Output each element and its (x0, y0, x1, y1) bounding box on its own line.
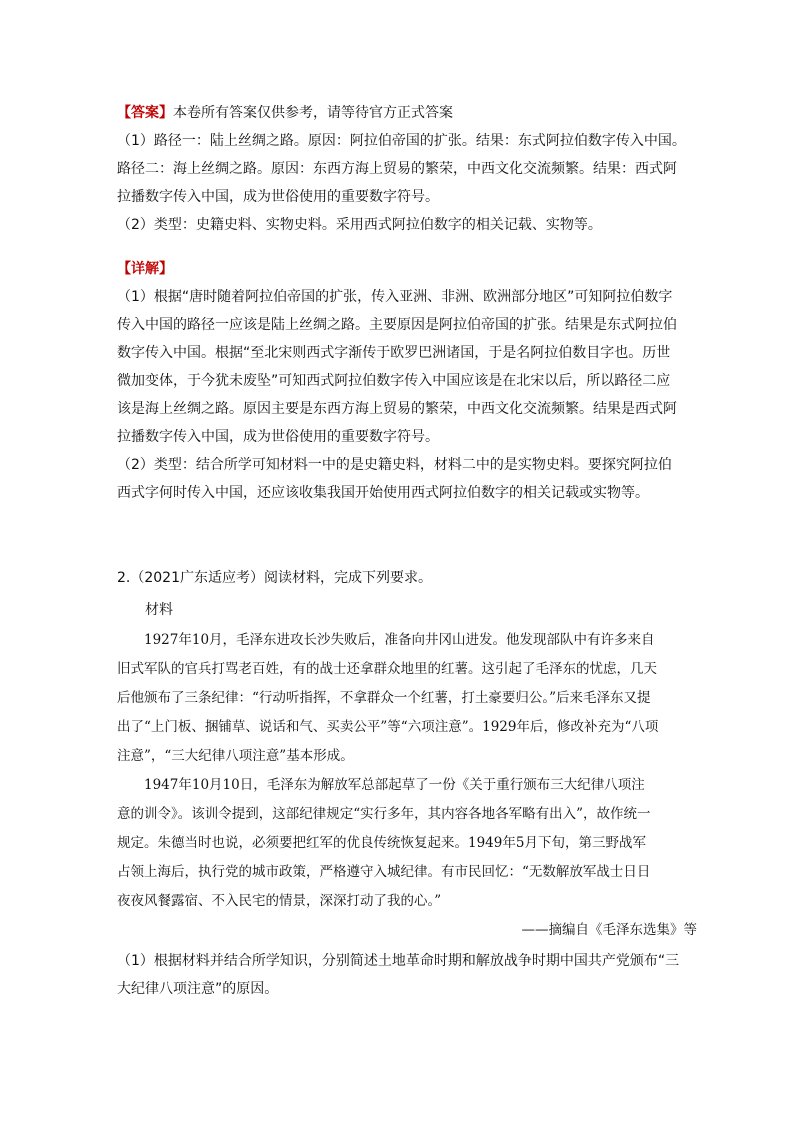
material-line: 出了“上门板、捆铺草、说话和气、买卖公平”等“六项注意”。1929年后，修改补充为“八项 (117, 719, 659, 735)
detail-line: （1）根据“唐时随着阿拉伯帝国的扩张，传入亚洲、非洲、欧洲部分地区”可知阿拉伯数字 (117, 289, 673, 305)
detail-line: 微加变体，于今犹未废坠”可知西式阿拉伯数字传入中国应该是在北宋以后，所以路径二应 (117, 373, 671, 389)
question-heading: 2.（2021广东适应考）阅读材料，完成下列要求。 (117, 570, 432, 586)
material-line: 意的训令》。该训令提到，这部纪律规定“实行多年，其内容各地各军略有出入”，故作统一 (117, 806, 651, 822)
detail-line: （2）类型：结合所学可知材料一中的是史籍史料，材料二中的是实物史料。要探究阿拉伯 (117, 457, 672, 473)
detail-tag: 【详解】 (117, 261, 173, 277)
detail-line: 西式字何时传入中国，还应该收集我国开始使用西式阿拉伯数字的相关记载或实物等。 (117, 485, 649, 501)
detail-line: 该是海上丝绸之路。原因主要是东西方海上贸易的繁荣，中西文化交流频繁。结果是西式阿 (117, 401, 677, 417)
answer-line: 拉播数字传入中国，成为世俗使用的重要数字符号。 (117, 189, 439, 205)
answer-line: （1）路径一：陆上丝绸之路。原因：阿拉伯帝国的扩张。结果：东式阿拉伯数字传入中国。 (117, 133, 686, 149)
material-text (117, 626, 697, 916)
detail-line: 拉播数字传入中国，成为世俗使用的重要数字符号。 (117, 429, 439, 445)
answer-section (117, 99, 697, 239)
material-label: 材料 (145, 602, 173, 618)
answer-line: （2）类型：史籍史料、实物史料。采用西式阿拉伯数字的相关记载、实物等。 (117, 217, 602, 233)
material-line: 后他颁布了三条纪律：“行动听指挥，不拿群众一个红薯，打土豪要归公。”后来毛泽东又提 (117, 690, 651, 706)
sub-question-1 (117, 947, 697, 1003)
answer-note: 本卷所有答案仅供参考，请等待官方正式答案 (173, 105, 453, 121)
material-source: ——摘编自《毛泽东选集》等 (521, 922, 697, 938)
material-line: 旧式军队的官兵打骂老百姓，有的战士还拿群众地里的红薯。这引起了毛泽东的忧虑，几天 (117, 661, 657, 677)
material-line: 注意”，“三大纪律八项注意”基本形成。 (117, 748, 354, 764)
detail-line: 数字传入中国。根据“至北宋则西式字渐传于欧罗巴洲诸国，于是名阿拉伯数目字也。历世 (117, 345, 671, 361)
question-2 (117, 564, 697, 1003)
answer-header (117, 99, 697, 127)
sub-question-line: （1）根据材料并结合所学知识，分别简述土地革命时期和解放战争时期中国共产党颁布“三 (117, 953, 680, 969)
answer-tag: 【答案】 (117, 105, 173, 121)
detail-section (117, 255, 697, 507)
material-line: 规定。朱德当时也说，必须要把红军的优良传统恢复起来。1949年5月下旬，第三野战军 (117, 835, 646, 851)
detail-header (117, 255, 697, 283)
sub-question-line: 大纪律八项注意”的原因。 (117, 981, 279, 997)
material-line: 夜夜风餐露宿、不入民宅的情景，深深打动了我的心。” (117, 893, 442, 909)
material-line: 1927年10月，毛泽东进攻长沙失败后，准备向井冈山进发。他发现部队中有许多来自 (144, 632, 655, 648)
answer-line: 路径二：海上丝绸之路。原因：东西方海上贸易的繁荣，中西文化交流频繁。结果：西式阿 (117, 161, 677, 177)
detail-line: 传入中国的路径一应该是陆上丝绸之路。主要原因是阿拉伯帝国的扩张。结果是东式阿拉伯 (117, 317, 677, 333)
material-line: 1947年10月10日，毛泽东为解放军总部起草了一份《关于重行颁布三大纪律八项注 (144, 777, 645, 793)
material-line: 占领上海后，执行党的城市政策，严格遵守入城纪律。有市民回忆：“无数解放军战士日日 (117, 864, 651, 880)
